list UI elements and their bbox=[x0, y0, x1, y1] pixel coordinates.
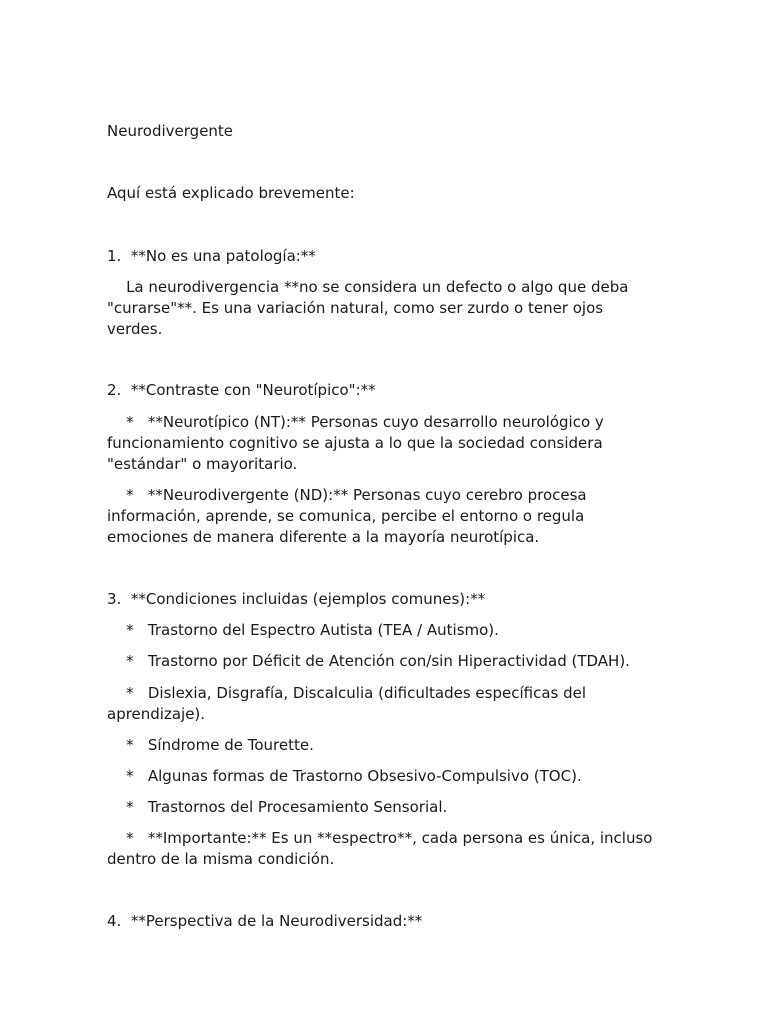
section-1-heading: 1. **No es una patología:** bbox=[107, 247, 316, 265]
document-title: Neurodivergente bbox=[107, 122, 234, 140]
list-item-neurodivergente: * **Neurodivergente (ND):** Personas cuyo cerebro procesa información, aprende, se comunica, percibe el entorno o regula emociones de manera diferente a la mayoría neurotípica. bbox=[107, 486, 592, 546]
list-item-neurotipico: * **Neurotípico (NT):** Personas cuyo desarrollo neurológico y funcionamiento cognitivo se ajusta a lo que la sociedad considera "estándar" o mayoritario. bbox=[107, 413, 609, 473]
section-3-heading: 3. **Condiciones incluidas (ejemplos comunes):** bbox=[107, 590, 486, 608]
list-item-tdah: * Trastorno por Déficit de Atención con/sin Hiperactividad (TDAH). bbox=[107, 652, 630, 670]
list-item-importante: * **Importante:** Es un **espectro**, cada persona es única, incluso dentro de la misma condición. bbox=[107, 829, 658, 868]
section-4-heading: 4. **Perspectiva de la Neurodiversidad:** bbox=[107, 912, 423, 930]
section-2-heading: 2. **Contraste con "Neurotípico":** bbox=[107, 381, 376, 399]
list-item-tourette: * Síndrome de Tourette. bbox=[107, 736, 314, 754]
intro-text: Aquí está explicado brevemente: bbox=[107, 184, 355, 202]
section-1-paragraph: La neurodivergencia **no se considera un defecto o algo que deba "curarse"**. Es una variación natural, como ser zurdo o tener ojos verdes. bbox=[107, 278, 634, 338]
list-item-toc: * Algunas formas de Trastorno Obsesivo-Compulsivo (TOC). bbox=[107, 767, 582, 785]
list-item-procesamiento-sensorial: * Trastornos del Procesamiento Sensorial. bbox=[107, 798, 448, 816]
list-item-tea: * Trastorno del Espectro Autista (TEA / Autismo). bbox=[107, 621, 499, 639]
list-item-dislexia: * Dislexia, Disgrafía, Discalculia (dificultades específicas del aprendizaje). bbox=[107, 684, 591, 723]
